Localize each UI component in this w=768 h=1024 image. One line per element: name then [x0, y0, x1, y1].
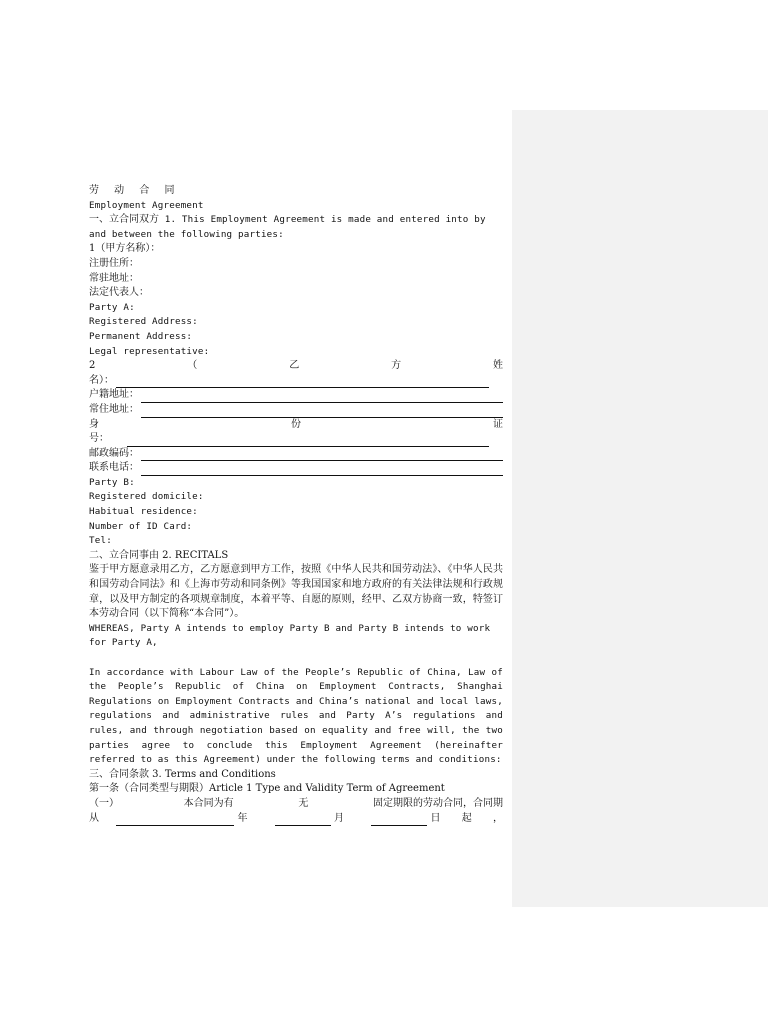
recitals-chinese: 鉴于甲方愿意录用乙方，乙方愿意到甲方工作，按照《中华人民共和国劳动法》、《中华人民共和国劳动合同法》和《上海市劳动和同条例》等我国国家和地方政府的有关法律法规和行政规章，以及甲方制定的各项规章制度，本着平等、自愿的原则，经甲、乙双方协商一致，特签订本劳动合同（以下简称“本合同”）。: [89, 564, 503, 620]
date-comma: ，: [493, 812, 503, 824]
party-b-residence-row: [89, 403, 503, 418]
article1-clause-part: 固定期限的劳动合同，合同期: [372, 797, 503, 809]
article1-heading: 第一条（合同类型与期限）Article 1 Type and Validity Term of Agreement: [89, 783, 445, 795]
date-year-input[interactable]: [116, 814, 234, 826]
date-month-input[interactable]: [275, 814, 331, 826]
party-a-legal-cn: 法定代表人：: [89, 287, 149, 299]
section2-heading: 二、立合同事由 2. RECITALS: [89, 549, 229, 561]
party-b-domicile-en: Registered domicile:: [89, 491, 204, 503]
article1-clause-part: 本合同为有: [183, 797, 234, 809]
section1-cn: 一、立合同双方: [89, 214, 159, 226]
party-b-name-part: 乙: [289, 360, 300, 372]
party-a-reg-en: Registered Address:: [89, 316, 198, 328]
party-b-tel-en: Tel:: [89, 535, 112, 547]
party-b-domicile-row: [89, 388, 503, 403]
document-page: [89, 184, 503, 826]
title-chinese: 劳 动 合 同: [89, 185, 181, 196]
section3-heading: 三、合同条款 3. Terms and Conditions: [89, 768, 276, 780]
party-b-id-end: 号：: [89, 433, 109, 445]
party-b-name-part: 方: [391, 360, 402, 372]
date-start-label: 起: [461, 812, 472, 824]
party-a-name-cn: 1（甲方名称）：: [89, 243, 161, 255]
party-b-phone-row: [89, 461, 503, 476]
party-b-phone-label: 联系电话：: [89, 462, 139, 474]
article1-clause-part: （一）: [89, 797, 119, 809]
party-b-id-row: [89, 418, 503, 433]
section1-en-line2: and between the following parties:: [89, 228, 284, 240]
party-b-name-field-row: [89, 374, 503, 389]
party-b-residence-en: Habitual residence:: [89, 506, 198, 518]
party-b-name-part: （: [187, 360, 198, 372]
party-b-name-part: 姓: [493, 360, 503, 372]
blank-line: [89, 651, 503, 666]
party-a-perm-cn: 常驻地址：: [89, 272, 139, 284]
party-a-perm-en: Permanent Address:: [89, 330, 193, 342]
party-b-name-part: 2: [89, 360, 96, 372]
section1-en: 1. This Employment Agreement is made and entered into by: [159, 214, 486, 226]
party-b-name-input[interactable]: [116, 376, 489, 388]
party-b-postcode-row: [89, 447, 503, 462]
party-a-en: Party A:: [89, 301, 135, 313]
party-b-id-field-row: [89, 432, 503, 447]
date-month-label: 月: [334, 812, 344, 824]
party-b-phone-input[interactable]: [141, 464, 503, 476]
party-b-postcode-input[interactable]: [141, 449, 503, 461]
party-a-reg-cn: 注册住所：: [89, 257, 139, 269]
date-from-label: 从: [89, 812, 99, 824]
party-b-domicile-label: 户籍地址：: [89, 389, 139, 401]
title-english: Employment Agreement: [89, 199, 204, 211]
party-b-residence-input[interactable]: [141, 406, 503, 418]
article1-clause-part: 无: [298, 797, 309, 809]
article1-clause-row: [89, 797, 503, 812]
party-b-postcode-label: 邮政编码：: [89, 447, 139, 459]
party-b-id-part: 身: [89, 418, 99, 430]
section1-line1: [89, 213, 503, 228]
date-day-input[interactable]: [371, 814, 427, 826]
party-b-id-part: 份: [291, 418, 301, 430]
date-year-label: 年: [237, 812, 248, 824]
party-b-residence-label: 常住地址：: [89, 403, 139, 415]
party-b-en: Party B:: [89, 476, 135, 488]
date-day-label: 日: [430, 812, 441, 824]
party-b-id-part: 证: [493, 418, 503, 430]
party-b-id-input[interactable]: [127, 435, 489, 447]
whereas-line2: for Party A,: [89, 637, 158, 649]
accordance-paragraph: In accordance with Labour Law of the People’s Republic of China, Law of the People’s Republic of China on Employment Contracts, Shanghai Regulations on Employment Contracts and China’s national and local laws, regulations and administrative rules and Party A’s regulations and rules, and through negotiation based on equality and free will, the two parties agree to conclude this Employment Agreement (hereinafter referred to as this Agreement) under the following terms and conditions:: [89, 666, 503, 766]
whereas-line1: WHEREAS, Party A intends to employ Party B and Party B intends to work: [89, 622, 491, 634]
party-b-id-en: Number of ID Card:: [89, 520, 193, 532]
party-b-domicile-input[interactable]: [141, 391, 503, 403]
party-b-name-end: 名）：: [89, 374, 114, 386]
party-b-name-row: [89, 359, 503, 374]
comment-pane: [512, 110, 768, 907]
contract-date-row: [89, 812, 503, 827]
party-a-legal-en: Legal representative:: [89, 345, 210, 357]
